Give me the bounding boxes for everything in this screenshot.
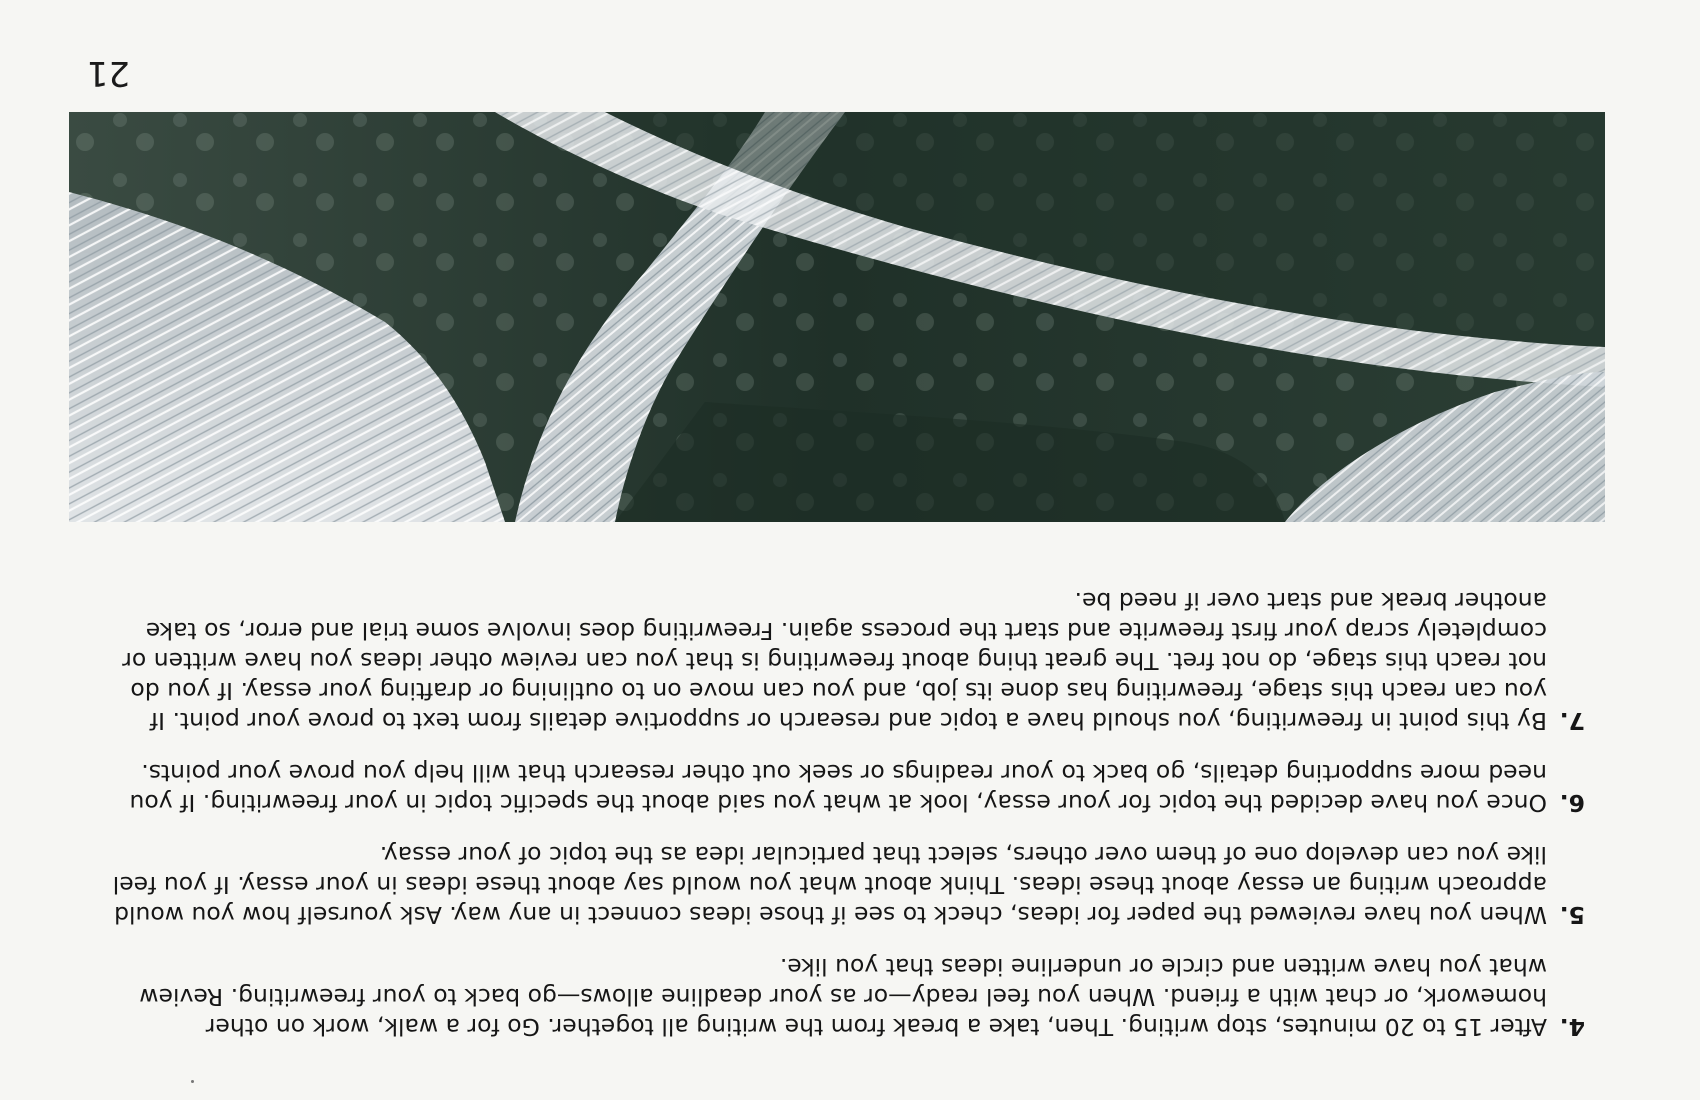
numbered-list (105, 564, 1585, 1042)
photo-illustration (69, 112, 1605, 522)
item-number: 5. (1559, 901, 1585, 929)
list-item (105, 952, 1585, 1042)
item-text: After 15 to 20 minutes, stop writing. Then, take a break from the writing all together. Go for a walk, work on other homework, or chat with a friend. When you feel ready—or as your deadline allows—go back to your freewriting. Review what you have written and circle or underline ideas that you like. (139, 953, 1547, 1041)
item-text: Once you have decided the topic for your essay, look at what you said about the specific topic in your freewriting. If you need more supporting details, go back to your readings or seek out other research that will help you prove your points. (129, 759, 1547, 817)
item-number: 4. (1559, 1013, 1585, 1041)
book-pages-photo (69, 112, 1605, 522)
scan-speck (191, 1080, 194, 1083)
item-number: 7. (1559, 707, 1585, 735)
item-text: By this point in freewriting, you should have a topic and research or supportive details from text to prove your point. If you can reach this stage, freewriting has done its job, and you can move on to outlining or drafting your essay. If you do not reach this stage, do not fret. The great thing about freewriting is that you can review other ideas you have written or completely scrap your first freewrite and start the process again. Freewriting does involve some trial and error, so take another break and start over if need be. (122, 587, 1547, 735)
item-text: When you have reviewed the paper for ideas, check to see if those ideas connect in any way. Ask yourself how you would approach writing an essay about these ideas. Think about what you would say about these ideas in your essay. If you feel like you can develop one of them over others, select that particular idea as the topic of your essay. (112, 841, 1547, 929)
list-item (105, 586, 1585, 736)
item-number: 6. (1559, 789, 1585, 817)
list-item (105, 758, 1585, 818)
page-number: 21 (86, 53, 130, 93)
list-item (105, 840, 1585, 930)
